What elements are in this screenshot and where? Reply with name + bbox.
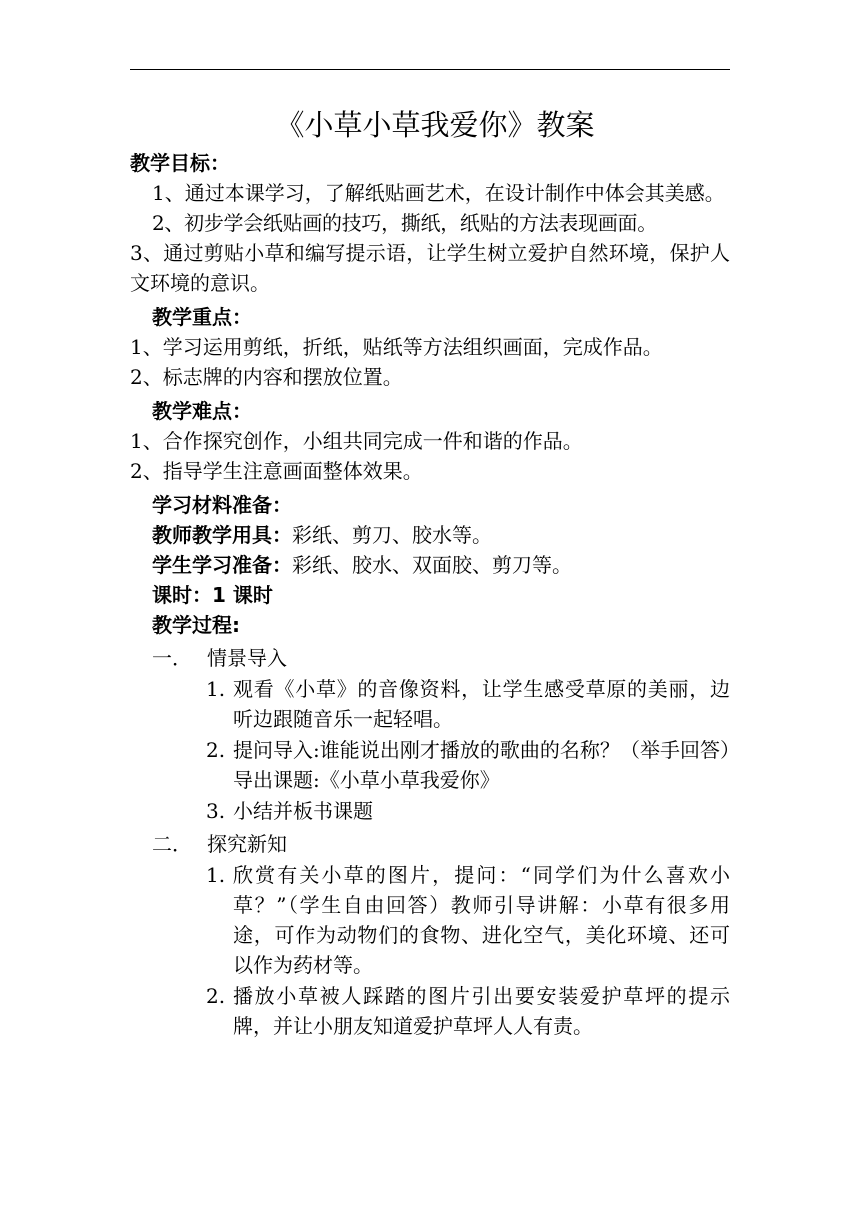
step-text: 提问导入:谁能说出刚才播放的歌曲的名称？（举手回答）导出课题:《小草小草我爱你》	[233, 738, 730, 792]
difficulty-item: 1、合作探究创作，小组共同完成一件和谐的作品。	[130, 429, 583, 453]
student-materials	[130, 550, 730, 580]
process-section	[130, 643, 730, 673]
document-body	[130, 102, 730, 1041]
step-number: 1.	[206, 863, 226, 887]
teacher-materials	[130, 520, 730, 550]
step-number: 2.	[206, 738, 226, 762]
step-text: 小结并板书课题	[233, 799, 373, 823]
student-materials-label: 学生学习准备：	[152, 553, 292, 577]
section-title: 探究新知	[207, 832, 287, 856]
step-text: 播放小草被人踩踏的图片引出要安装爱护草坪的提示牌，并让小朋友知道爱护草坪人人有责。	[233, 984, 730, 1038]
step-number: 2.	[206, 984, 226, 1008]
section-title: 情景导入	[207, 646, 287, 670]
key-point-item: 2、标志牌的内容和摆放位置。	[130, 365, 403, 389]
student-materials-value: 彩纸、胶水、双面胶、剪刀等。	[292, 553, 572, 577]
step-text: 欣赏有关小草的图片，提问：“同学们为什么喜欢小草？”（学生自由回答）教师引导讲解：小草有很多用途，可作为动物们的食物、进化空气，美化环境、还可以作为药材等。	[233, 863, 730, 977]
header-rule	[130, 69, 730, 70]
difficulty-item: 2、指导学生注意画面整体效果。	[130, 459, 423, 483]
objective-item: 2、初步学会纸贴画的技巧，撕纸，纸贴的方法表现画面。	[152, 211, 657, 235]
process-step	[130, 981, 730, 1041]
process-step	[130, 674, 730, 734]
step-number: 1.	[206, 677, 226, 701]
objective-item: 3、通过剪贴小草和编写提示语，让学生树立爱护自然环境，保护人文环境的意识。	[130, 241, 730, 295]
objectives-heading: 教学目标：	[130, 151, 230, 175]
section-number: 一．	[152, 646, 192, 670]
process-step	[130, 796, 730, 826]
materials-heading: 学习材料准备：	[152, 493, 292, 517]
process-step	[130, 735, 730, 795]
difficulties-heading: 教学难点：	[152, 399, 252, 423]
process-heading: 教学过程:	[152, 613, 240, 637]
section-number: 二．	[152, 832, 192, 856]
objective-item: 1、通过本课学习，了解纸贴画艺术，在设计制作中体会其美感。	[152, 181, 725, 205]
page-title: 《小草小草我爱你》教案	[275, 108, 595, 142]
process-step	[130, 860, 730, 980]
key-point-item: 1、学习运用剪纸，折纸，贴纸等方法组织画面，完成作品。	[130, 335, 663, 359]
step-number: 3.	[206, 799, 226, 823]
lesson-time: 课时：1 课时	[152, 583, 273, 607]
process-section	[130, 829, 730, 859]
teacher-materials-label: 教师教学用具：	[152, 523, 292, 547]
key-points-heading: 教学重点：	[152, 305, 252, 329]
teacher-materials-value: 彩纸、剪刀、胶水等。	[292, 523, 492, 547]
step-text: 观看《小草》的音像资料，让学生感受草原的美丽，边听边跟随音乐一起轻唱。	[233, 677, 730, 731]
